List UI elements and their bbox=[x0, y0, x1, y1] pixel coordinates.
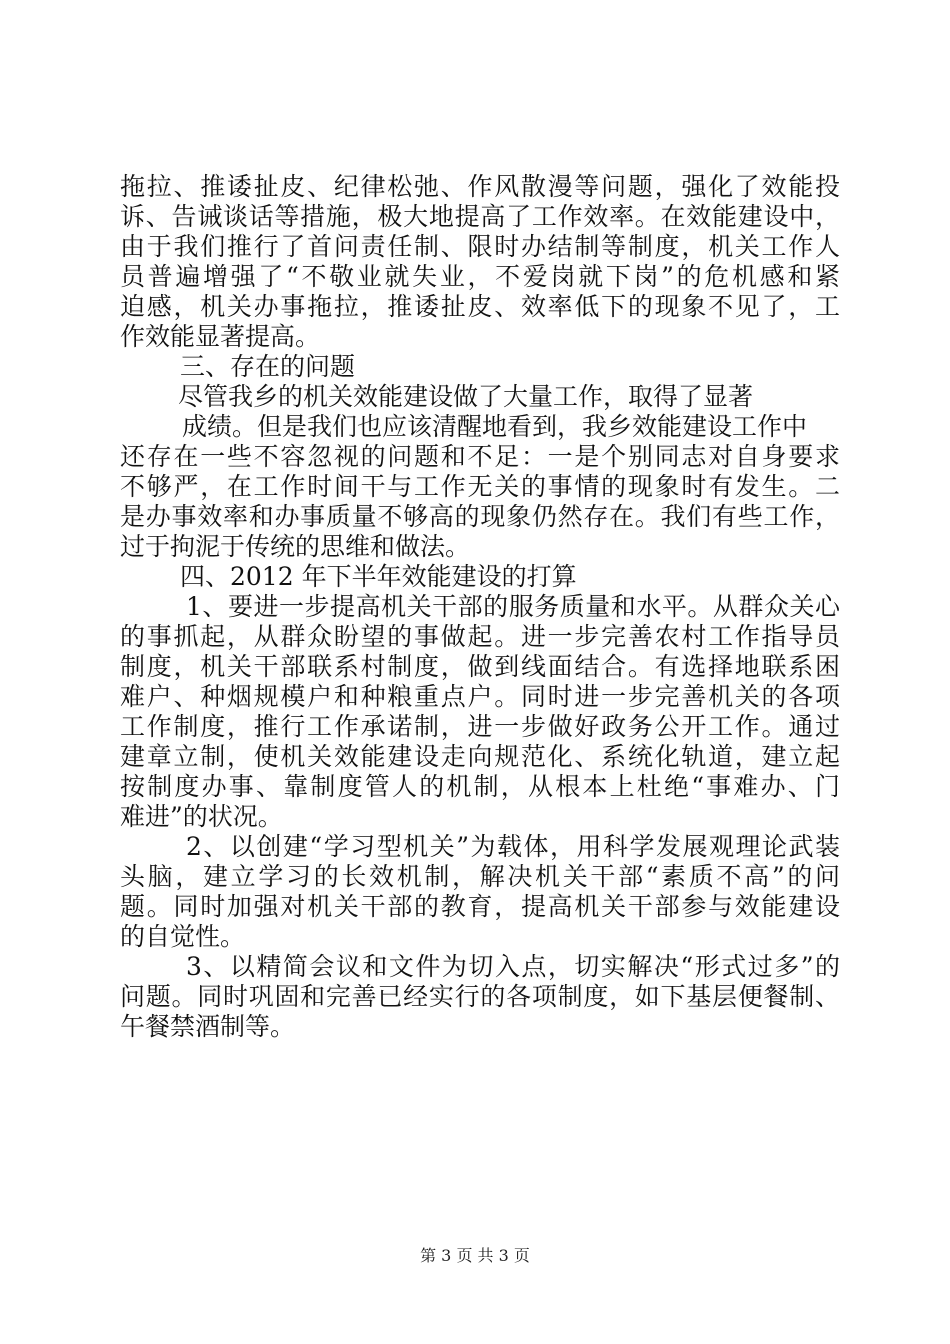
text-line: 尽管我乡的机关效能建设做了大量工作，取得了显著 bbox=[178, 382, 754, 411]
text-line: 难进”的状况。 bbox=[120, 802, 283, 831]
text-line: 的自觉性。 bbox=[120, 922, 246, 951]
text-line: 问题。同时巩固和完善已经实行的各项制度，如下基层便餐制、 bbox=[120, 982, 840, 1011]
text-line: 不够严，在工作时间干与工作无关的事情的现象时有发生。二 bbox=[120, 472, 840, 501]
text-line: 过于拘泥于传统的思维和做法。 bbox=[120, 532, 471, 561]
section-heading: 三、存在的问题 bbox=[180, 352, 356, 381]
text-line: 难户、种烟规模户和种粮重点户。同时进一步完善机关的各项 bbox=[120, 682, 840, 711]
text-line: 建章立制，使机关效能建设走向规范化、系统化轨道，建立起 bbox=[120, 742, 840, 771]
text-line: 2、以创建“学习型机关”为载体，用科学发展观理论武装 bbox=[186, 832, 840, 861]
text-line: 制度，机关干部联系村制度，做到线面结合。有选择地联系困 bbox=[120, 652, 840, 681]
text-line: 工作制度，推行工作承诺制，进一步做好政务公开工作。通过 bbox=[120, 712, 840, 741]
text-line: 由于我们推行了首问责任制、限时办结制等制度，机关工作人 bbox=[120, 232, 840, 261]
document-body bbox=[120, 172, 840, 1042]
text-line: 按制度办事、靠制度管人的机制，从根本上杜绝“事难办、门 bbox=[120, 772, 840, 801]
text-line: 是办事效率和办事质量不够高的现象仍然存在。我们有些工作， bbox=[120, 502, 840, 531]
text-line: 员普遍增强了“不敬业就失业，不爱岗就下岗”的危机感和紧 bbox=[120, 262, 840, 291]
text-line: 迫感，机关办事拖拉，推诿扯皮、效率低下的现象不见了，工 bbox=[120, 292, 840, 321]
text-line: 题。同时加强对机关干部的教育，提高机关干部参与效能建设 bbox=[120, 892, 840, 921]
text-line: 3、以精简会议和文件为切入点，切实解决“形式过多”的 bbox=[186, 952, 840, 981]
text-line: 成绩。但是我们也应该清醒地看到，我乡效能建设工作中 bbox=[182, 412, 808, 441]
text-line: 的事抓起，从群众盼望的事做起。进一步完善农村工作指导员 bbox=[120, 622, 840, 651]
text-line: 1、要进一步提高机关干部的服务质量和水平。从群众关心 bbox=[186, 592, 840, 621]
page-number-footer: 第 3 页 共 3 页 bbox=[420, 1246, 530, 1265]
text-line: 头脑，建立学习的长效机制，解决机关干部“素质不高”的问 bbox=[120, 862, 840, 891]
text-line: 午餐禁酒制等。 bbox=[120, 1012, 296, 1041]
text-line: 拖拉、推诿扯皮、纪律松弛、作风散漫等问题，强化了效能投 bbox=[120, 172, 840, 201]
text-line: 还存在一些不容忽视的问题和不足：一是个别同志对自身要求 bbox=[120, 442, 840, 471]
text-line: 诉、告诫谈话等措施，极大地提高了工作效率。在效能建设中， bbox=[120, 202, 840, 231]
text-line: 作效能显著提高。 bbox=[120, 322, 321, 351]
section-heading: 四、2012 年下半年效能建设的打算 bbox=[180, 562, 577, 591]
